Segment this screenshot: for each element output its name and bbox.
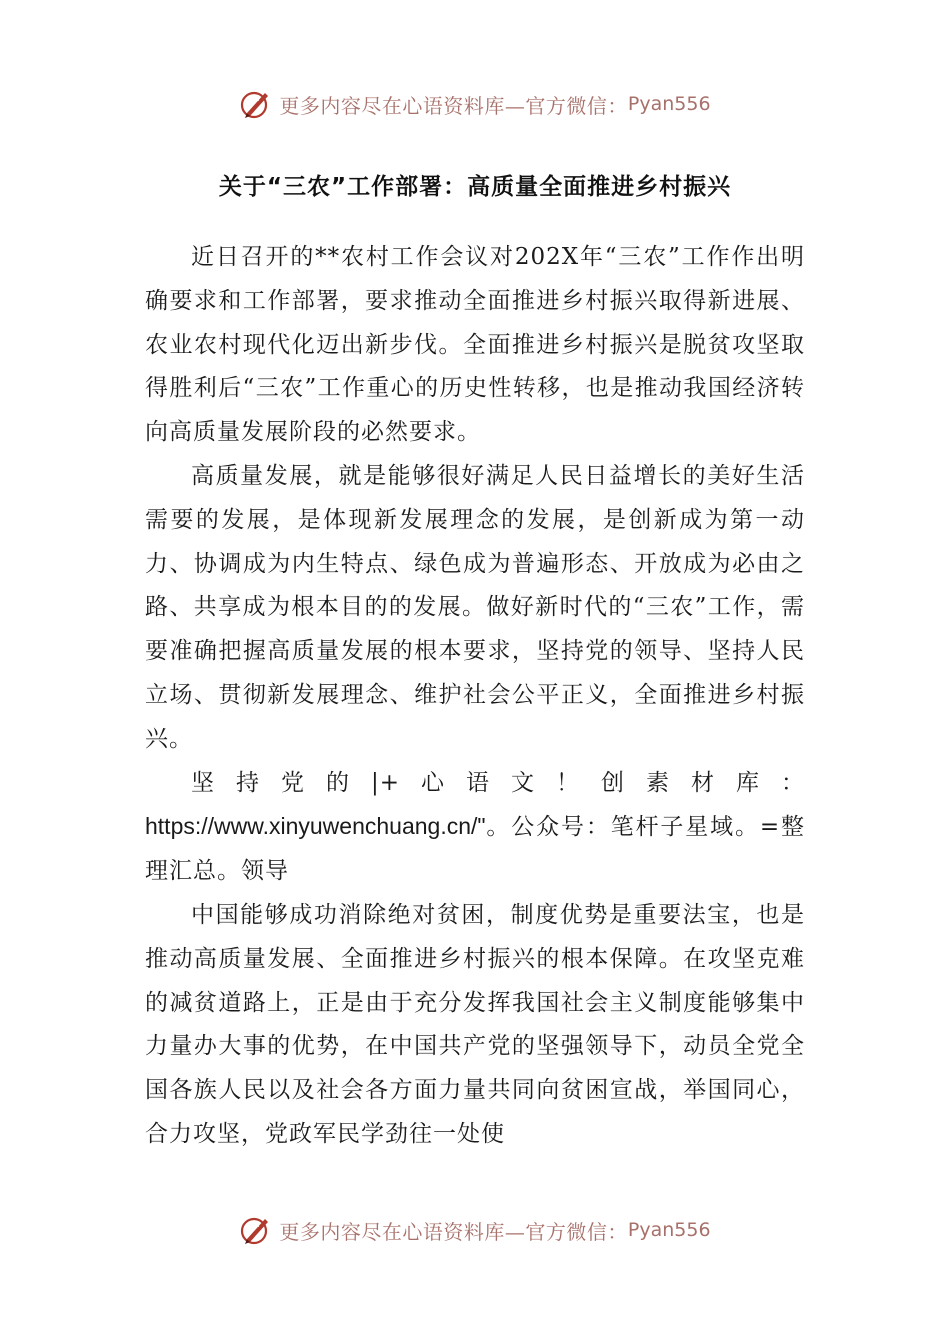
link-paragraph-suffix: 。公众号：笔杆子星域。=整理汇总。领导 [145, 814, 805, 885]
document-title: 关于“三农”工作部署：高质量全面推进乡村振兴 [218, 174, 732, 200]
footer-wechat-id: Pyan556 [627, 1219, 711, 1241]
footer-brand-text: 更多内容尽在心语资料库—官方微信： [279, 1219, 628, 1244]
paragraph-3-link [145, 762, 805, 894]
header-wechat-id: Pyan556 [627, 93, 711, 115]
paragraph-1: 近日召开的**农村工作会议对202X年“三农”工作作出明确要求和工作部署，要求推动全面推进乡村振兴取得新进展、农业农村现代化迈出新步伐。全面推进乡村振兴是脱贫攻坚取得胜利后“三农”工作重心的历史性转移，也是推动我国经济转向高质量发展阶段的必然要求。 [145, 244, 805, 446]
pen-circle-logo-icon [239, 1213, 273, 1247]
header-brand-text: 更多内容尽在心语资料库—官方微信： [279, 93, 628, 118]
source-url-link[interactable]: https://www.xinyuwenchuang.cn/" [145, 813, 486, 840]
pen-circle-logo-icon [239, 87, 273, 121]
paragraph-4: 中国能够成功消除绝对贫困，制度优势是重要法宝，也是推动高质量发展、全面推进乡村振兴的根本保障。在攻坚克难的减贫道路上，正是由于充分发挥我国社会主义制度能够集中力量办大事的优势，在中国共产党的坚强领导下，动员全党全国各族人民以及社会各方面力量共同向贫困宣战，举国同心，合力攻坚，党政军民学劲往一处使 [145, 901, 805, 1147]
paragraph-2: 高质量发展，就是能够很好满足人民日益增长的美好生活需要的发展，是体现新发展理念的发展，是创新成为第一动力、协调成为内生特点、绿色成为普遍形态、开放成为必由之路、共享成为根本目的的发展。做好新时代的“三农”工作，需要准确把握高质量发展的根本要求，坚持党的领导、坚持人民立场、贯彻新发展理念、维护社会公平正义，全面推进乡村振兴。 [145, 462, 805, 752]
header-watermark-banner [0, 82, 950, 126]
footer-watermark-banner [0, 1208, 950, 1252]
link-paragraph-prefix: 坚持党的|+心语文！创素材库： [191, 769, 805, 796]
document-body [145, 236, 805, 1157]
